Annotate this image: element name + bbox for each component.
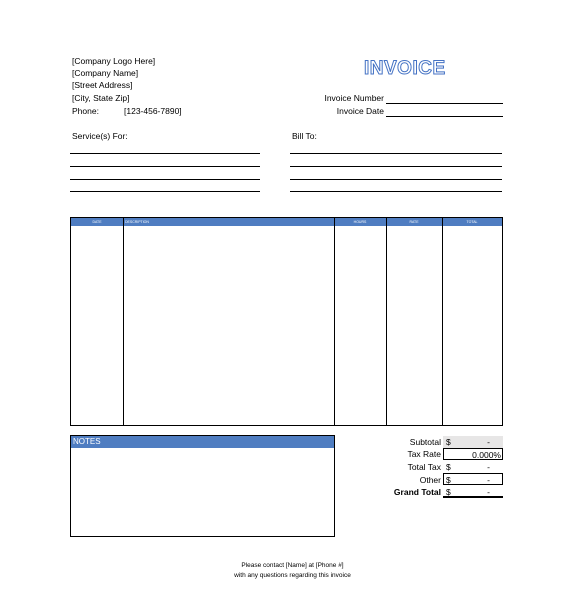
total-tax-currency: $ (446, 462, 451, 472)
other-amount: - (487, 475, 490, 485)
phone-label: Phone: (72, 106, 99, 116)
grand-total-value (443, 486, 503, 498)
notes-box (70, 435, 335, 537)
company-logo-placeholder: [Company Logo Here] (72, 56, 156, 66)
tax-rate-label: Tax Rate (407, 449, 441, 459)
subtotal-amount: - (487, 437, 490, 447)
services-for-line-4[interactable] (70, 191, 260, 192)
grand-total-amount: - (487, 487, 490, 497)
subtotal-value (443, 436, 503, 448)
subtotal-currency: $ (446, 437, 451, 447)
phone-value: [123-456-7890] (124, 106, 182, 116)
bill-to-line-2[interactable] (290, 166, 502, 167)
column-header-total: TOTAL (466, 220, 478, 224)
total-tax-amount: - (487, 462, 490, 472)
city-state-zip: [City, State Zip] (72, 93, 130, 103)
total-tax-value (443, 461, 503, 473)
other-label: Other (419, 475, 441, 485)
bill-to-line-3[interactable] (290, 179, 502, 180)
column-header-description: DESCRIPTION (125, 220, 149, 224)
hours-cell[interactable] (335, 227, 386, 425)
footer-questions-line: with any questions regarding this invoice (234, 572, 351, 579)
tax-rate-input[interactable] (443, 448, 503, 460)
footer-contact-line: Please contact [Name] at [Phone #] (241, 562, 344, 569)
column-header-hours: HOURS (353, 220, 367, 224)
bill-to-line-4[interactable] (290, 191, 502, 192)
grand-total-label: Grand Total (393, 487, 441, 497)
bill-to-label: Bill To: (292, 131, 317, 141)
line-items-table (70, 217, 503, 426)
invoice-title: INVOICE (364, 58, 446, 79)
invoice-date-field[interactable] (386, 116, 503, 117)
bill-to-line-1[interactable] (290, 153, 502, 154)
tax-rate-value: 0.000% (472, 450, 501, 460)
total-cell[interactable] (443, 227, 502, 425)
notes-header: NOTES (71, 436, 334, 448)
other-input[interactable] (443, 473, 503, 485)
services-for-line-3[interactable] (70, 179, 260, 180)
column-header-rate: RATE (409, 220, 419, 224)
invoice-number-label: Invoice Number (324, 93, 384, 103)
column-header-date: DATE (92, 220, 102, 224)
notes-field[interactable] (71, 449, 334, 536)
description-cell[interactable] (124, 227, 334, 425)
other-currency: $ (446, 475, 451, 485)
invoice-date-label: Invoice Date (336, 106, 384, 116)
invoice-number-field[interactable] (386, 103, 503, 104)
rate-cell[interactable] (387, 227, 442, 425)
grand-total-currency: $ (446, 487, 451, 497)
company-name: [Company Name] (72, 68, 139, 78)
subtotal-label: Subtotal (409, 437, 441, 447)
services-for-line-1[interactable] (70, 153, 260, 154)
services-for-line-2[interactable] (70, 166, 260, 167)
total-tax-label: Total Tax (407, 462, 441, 472)
date-cell[interactable] (71, 227, 123, 425)
street-address: [Street Address] (72, 80, 133, 90)
services-for-label: Service(s) For: (72, 131, 128, 141)
